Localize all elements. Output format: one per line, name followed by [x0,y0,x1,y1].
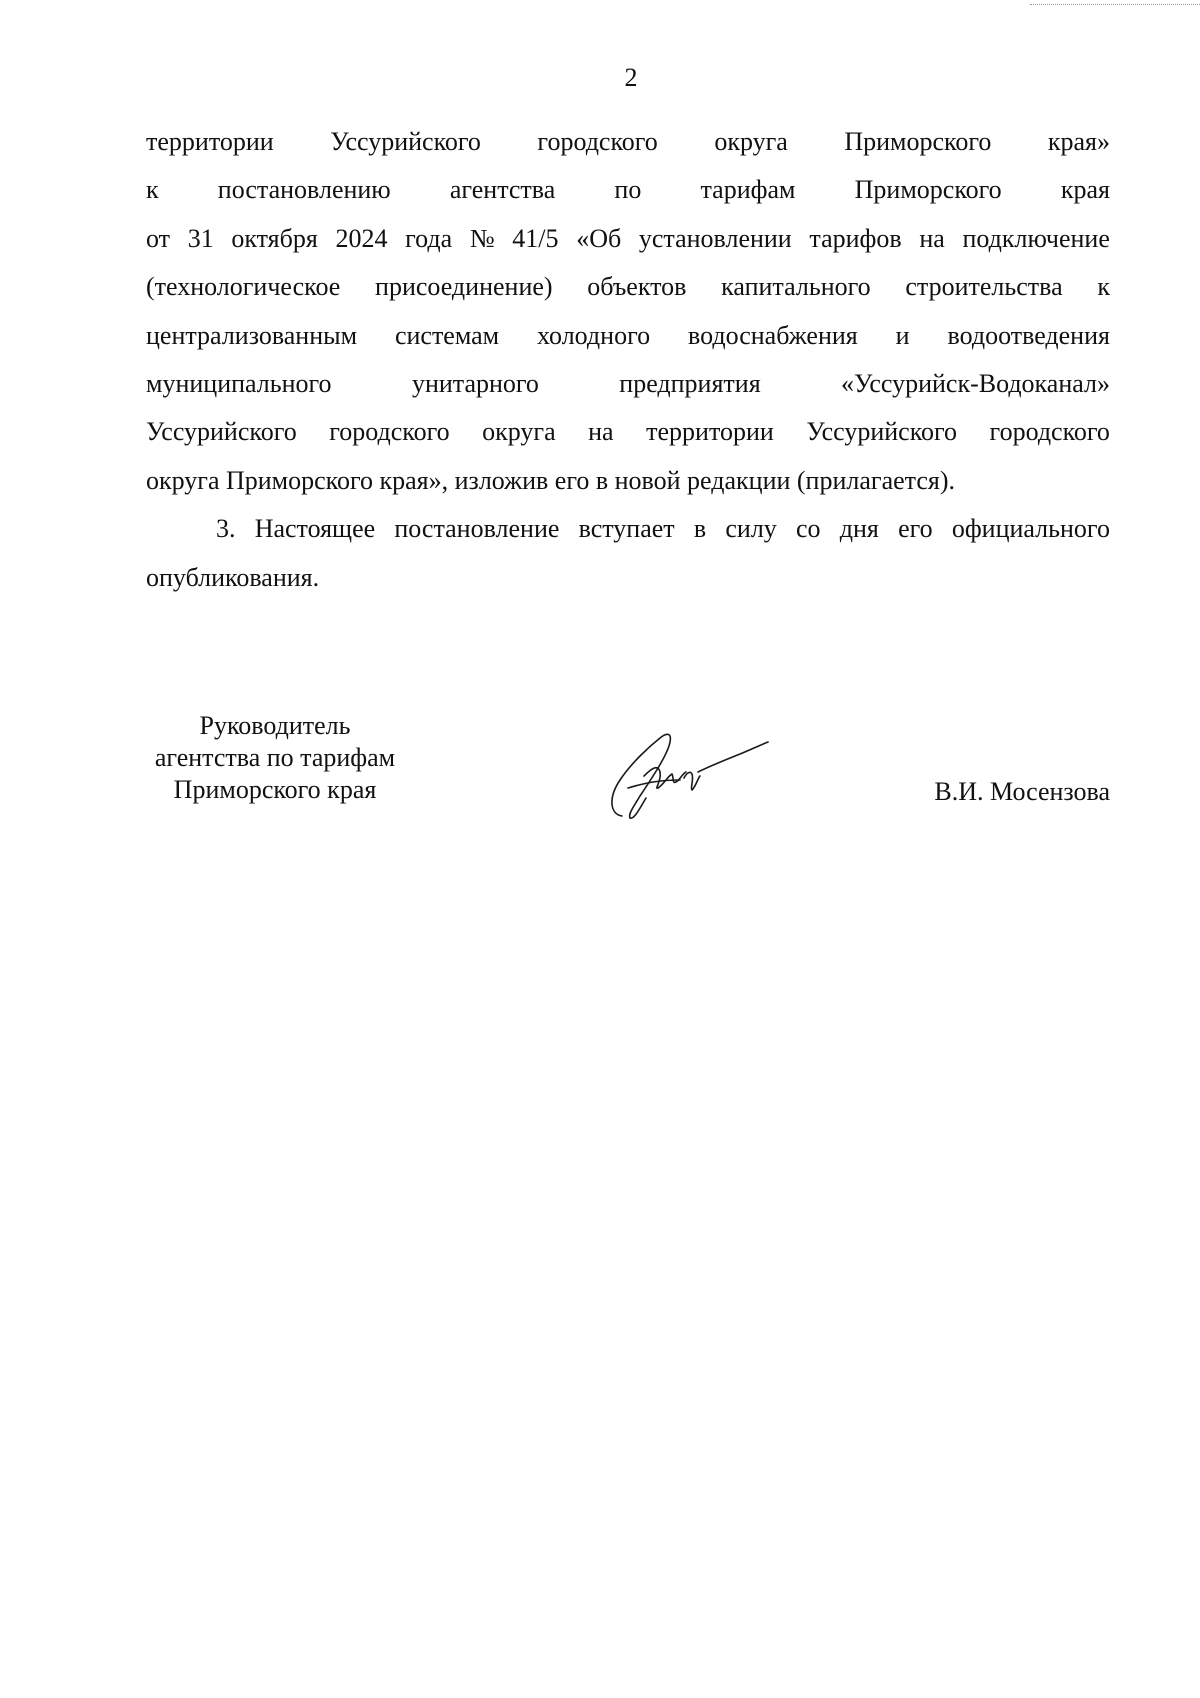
word: силу [725,514,777,544]
word: октября [231,223,318,253]
word: дня [839,514,879,544]
page-number: 2 [624,63,638,92]
word: холодного [537,320,651,350]
word: постановление [394,514,560,544]
word: строительства [905,272,1063,302]
word: объектов [587,272,687,302]
word: территории [146,127,274,156]
word: городского [989,417,1110,447]
body-line [146,215,1110,263]
word: городского [329,417,450,447]
body-line [146,360,1110,408]
word: тарифов [809,223,902,253]
word: подключение [962,223,1110,253]
document-body [146,118,1110,602]
word: Приморского [844,127,992,156]
word: постановлению [217,175,391,205]
word: официального [951,514,1110,544]
word: присоединение) [375,272,553,302]
word: к [146,175,159,205]
word: тарифам [700,175,796,205]
word: по [614,175,642,205]
word: к [1097,272,1110,302]
word: 2024 [335,223,388,253]
word: 41/5 [512,223,559,253]
word: установлении [638,223,792,253]
word: округа [482,417,556,447]
point-3-line [146,505,1110,553]
position-line: Руководитель [199,711,351,740]
word: Уссурийского [806,417,958,447]
word: 3. [216,514,236,544]
word: года [405,223,453,253]
word: 31 [187,223,214,253]
word: Настоящее [254,514,376,544]
word: края» [1047,127,1110,156]
point-3-continuation: опубликования. [146,562,320,592]
signatory-position [145,710,405,806]
body-last-line: округа Приморского края», изложив его в новой редакции (прилагается). [146,465,955,495]
signer-name: В.И. Мосензова [934,777,1110,806]
word: предприятия [619,368,761,398]
word: агентства [449,175,556,205]
word: вступает [578,514,675,544]
word: Приморского [854,175,1002,205]
position-line: агентства по тарифам [154,743,396,772]
word: «Об [576,223,622,253]
word: от [146,223,171,253]
word: края [1060,175,1110,205]
word: муниципального [146,368,332,398]
word: водоотведения [947,320,1110,350]
word: городского [537,127,658,156]
body-line [146,263,1110,311]
word: в [693,514,707,544]
word: централизованным [146,320,358,350]
scan-edge-mark [1030,4,1200,5]
handwritten-signature [600,718,780,828]
word: водоснабжения [688,320,858,350]
position-line: Приморского края [173,775,377,804]
word: № [469,223,495,253]
word: на [919,223,945,253]
body-line [146,166,1110,214]
word: Уссурийского [330,127,481,156]
word: системам [394,320,500,350]
word: округа [714,127,788,156]
body-line [146,118,1110,166]
word: на [588,417,614,447]
word: «Уссурийск-Водоканал» [841,368,1110,398]
word: унитарного [411,368,539,398]
word: (технологическое [146,272,341,302]
word: и [895,320,910,350]
word: его [898,514,933,544]
word: капитального [721,272,871,302]
word: территории [646,417,774,447]
word: Уссурийского [146,417,297,447]
word: со [796,514,821,544]
body-line [146,312,1110,360]
body-line [146,408,1110,456]
